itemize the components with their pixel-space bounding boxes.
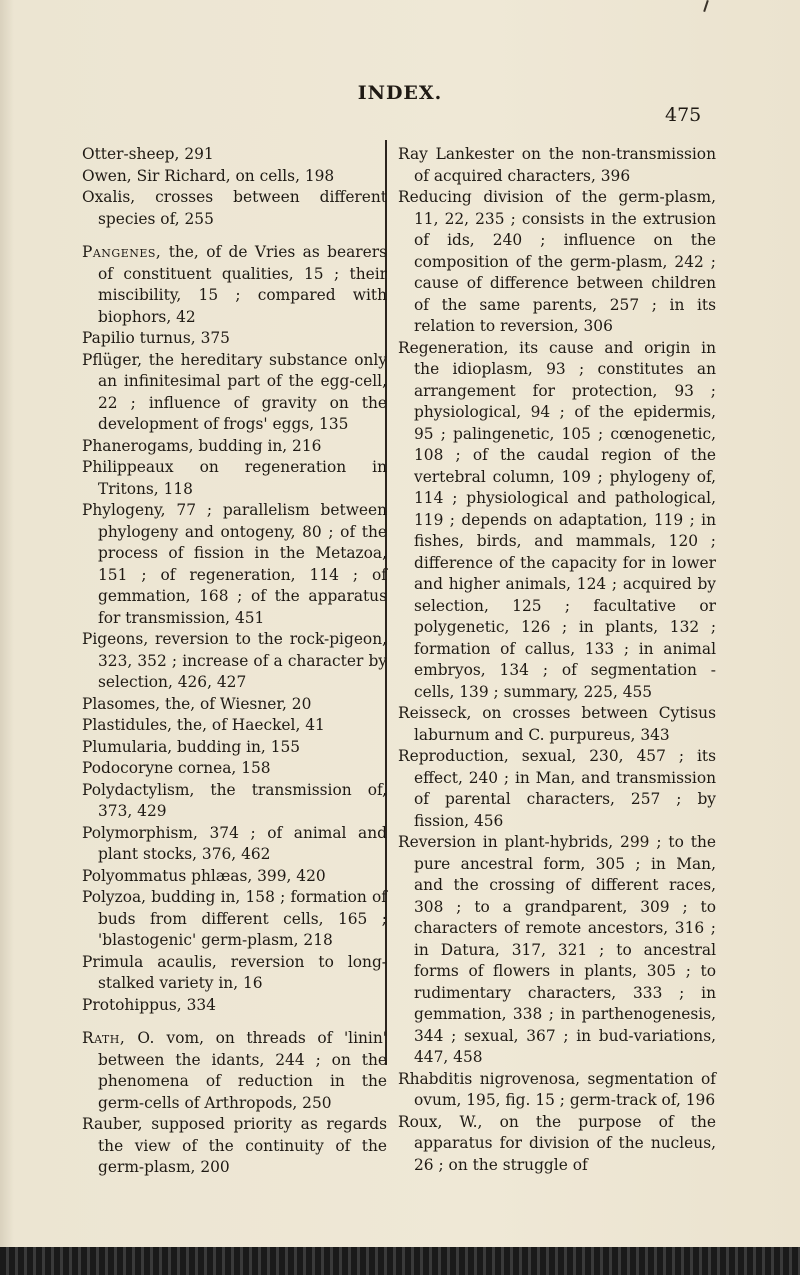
index-entry — [82, 436, 387, 458]
page-title: INDEX. — [357, 82, 443, 104]
index-entry-head: Reducing division of the germ-plasm, 11, 22, 235 ; consists in the extrusion of ids, 240 ; influence on the composition of the germ-plasm, 242 ; cause of difference between children of the same parents, 257 ; in its relation to reversion, 306 — [398, 188, 716, 335]
index-entry — [82, 694, 387, 716]
index-entry — [398, 1069, 716, 1112]
index-entry — [82, 866, 387, 888]
index-entry — [82, 1114, 387, 1179]
index-entry — [82, 780, 387, 823]
index-entry — [82, 758, 387, 780]
index-entry-head: Rath, O. — [82, 1029, 155, 1047]
index-entry — [82, 350, 387, 436]
index-entry — [82, 166, 387, 188]
index-entry — [82, 144, 387, 166]
index-entry-head: Oxalis, crosses between different species of, 255 — [82, 188, 387, 228]
index-entry-head: Pflüger, the hereditary substance only an infinitesimal part of the egg-cell, 22 ; influence of gravity on the development of frogs' eggs, 135 — [82, 350, 387, 433]
page-mark — [703, 0, 709, 12]
index-entry — [82, 952, 387, 995]
index-entry — [82, 995, 387, 1017]
index-entry — [82, 500, 387, 629]
index-entry-head: Ray Lankester on the non-transmission of acquired characters, 396 — [398, 145, 716, 185]
index-entry-head: Phylogeny, 77 ; parallelism between phylogeny and ontogeny, 80 ; of the process of fission in the Metazoa, 151 ; of regeneration, 114 ; of gemmation, 168 ; of the apparatus for transmission, 451 — [82, 501, 387, 627]
right-index-column — [398, 144, 716, 1176]
index-entry — [82, 887, 387, 952]
index-entry — [82, 629, 387, 694]
index-entry — [398, 338, 716, 704]
index-entry — [82, 1028, 387, 1114]
index-entry — [398, 187, 716, 338]
scan-edge — [0, 1247, 800, 1275]
index-entry-text: vom, on threads of 'linin' between the idants, 244 ; on the phenomena of reduction in the germ-cells of Arthropods, 250 — [98, 1029, 387, 1112]
index-entry-head: Plumularia, budding in, 155 — [82, 737, 301, 756]
index-entry-head: Reisseck, on crosses between Cytisus laburnum and C. purpureus, 343 — [398, 704, 716, 744]
index-entry — [398, 1112, 716, 1177]
index-entry-head: Reversion in plant-hybrids, 299 ; to the pure ancestral form, 305 ; in Man, and the crossing of different races, 308 ; to a grandparent, 309 ; to characters of remote ancestors, 316 ; in Datura, 317, 321 ; to ancestral forms of flowers in plants, 305 ; to rudimentary characters, 333 ; in gemmation, 338 ; in parthenogenesis, 344 ; sexual, 367 ; in bud-variations, 447, 458 — [398, 833, 716, 1066]
index-entry — [398, 703, 716, 746]
index-entry-head: Pangenes, — [82, 243, 162, 261]
index-entry-head: Philippeaux on regeneration in Tritons, 118 — [82, 458, 387, 498]
index-entry-head: Roux, W., on the purpose of the apparatus for division of the nucleus, 26 ; on the struggle of — [398, 1112, 716, 1174]
index-entry-head: Reproduction, sexual, 230, 457 ; its effect, 240 ; in Man, and transmission of parental characters, 257 ; by fission, 456 — [398, 747, 716, 830]
index-entry-head: Primula acaulis, reversion to long-stalked variety in, 16 — [82, 952, 387, 992]
index-entry — [398, 832, 716, 1069]
index-entry — [82, 715, 387, 737]
index-entry-head: Polymorphism, 374 ; of animal and plant stocks, 376, 462 — [82, 823, 387, 863]
left-index-column — [82, 144, 387, 1179]
index-entry-head: Otter-sheep, 291 — [82, 145, 214, 163]
index-entry — [82, 823, 387, 866]
index-entry — [398, 144, 716, 187]
index-entry-head: Owen, Sir Richard, on cells, 198 — [82, 166, 335, 185]
index-entry-head: Pigeons, reversion to the rock-pigeon, 323, 352 ; increase of a character by selection, 426, 427 — [82, 630, 387, 691]
index-entry-head: Podocoryne cornea, 158 — [82, 759, 271, 777]
index-entry — [82, 737, 387, 759]
index-entry — [82, 328, 387, 350]
index-entry — [82, 187, 387, 230]
index-entry-head: Regeneration, its cause and origin in the idioplasm, 93 ; constitutes an arrangement for protection, 93 ; physiological, 94 ; of the epidermis, 95 ; palingenetic, 105 ; cœnogenetic, 108 ; of the caudal region of the vertebral column, 109 ; phylogeny of, 114 ; physiological and pathological, 119 ; depends on adaptation, 119 ; in fishes, birds, and mammals, 120 ; difference of the capacity for in lower and higher animals, 124 ; acquired by selection, 125 ; facultative or polygenetic, 126 ; in plants, 132 ; formation of callus, 133 ; in animal embryos, 134 ; of segmentation - cells, 139 ; summary, 225, 455 — [398, 338, 716, 701]
index-entry-head: Rhabditis nigrovenosa, segmentation of ovum, 195, fig. 15 ; germ-track of, 196 — [398, 1069, 716, 1109]
index-entry-head: Polyommatus phlæas, 399, 420 — [82, 866, 326, 885]
index-entry-head: Protohippus, 334 — [82, 995, 216, 1014]
index-entry-head: Papilio turnus, 375 — [82, 329, 230, 347]
index-entry-head: Phanerogams, budding in, 216 — [82, 436, 322, 455]
index-entry-head: Plastidules, the, of Haeckel, 41 — [82, 716, 325, 734]
index-entry-head: Rauber, supposed priority as regards the view of the continuity of the germ-plasm, 200 — [82, 1115, 387, 1176]
index-entry — [82, 457, 387, 500]
index-entry-head: Polyzoa, budding in, 158 ; formation of buds from different cells, 165 ; 'blastogenic' germ-plasm, 218 — [82, 888, 387, 949]
index-entry-head: Plasomes, the, of Wiesner, 20 — [82, 694, 312, 713]
index-entry — [82, 242, 387, 328]
page-number: 475 — [665, 104, 702, 126]
index-entry-text: the, of de Vries as bearers of constituent qualities, 15 ; their miscibility, 15 ; compared with biophors, 42 — [98, 243, 387, 326]
index-entry-head: Polydactylism, the transmission of, 373, 429 — [82, 780, 387, 820]
index-entry — [398, 746, 716, 832]
